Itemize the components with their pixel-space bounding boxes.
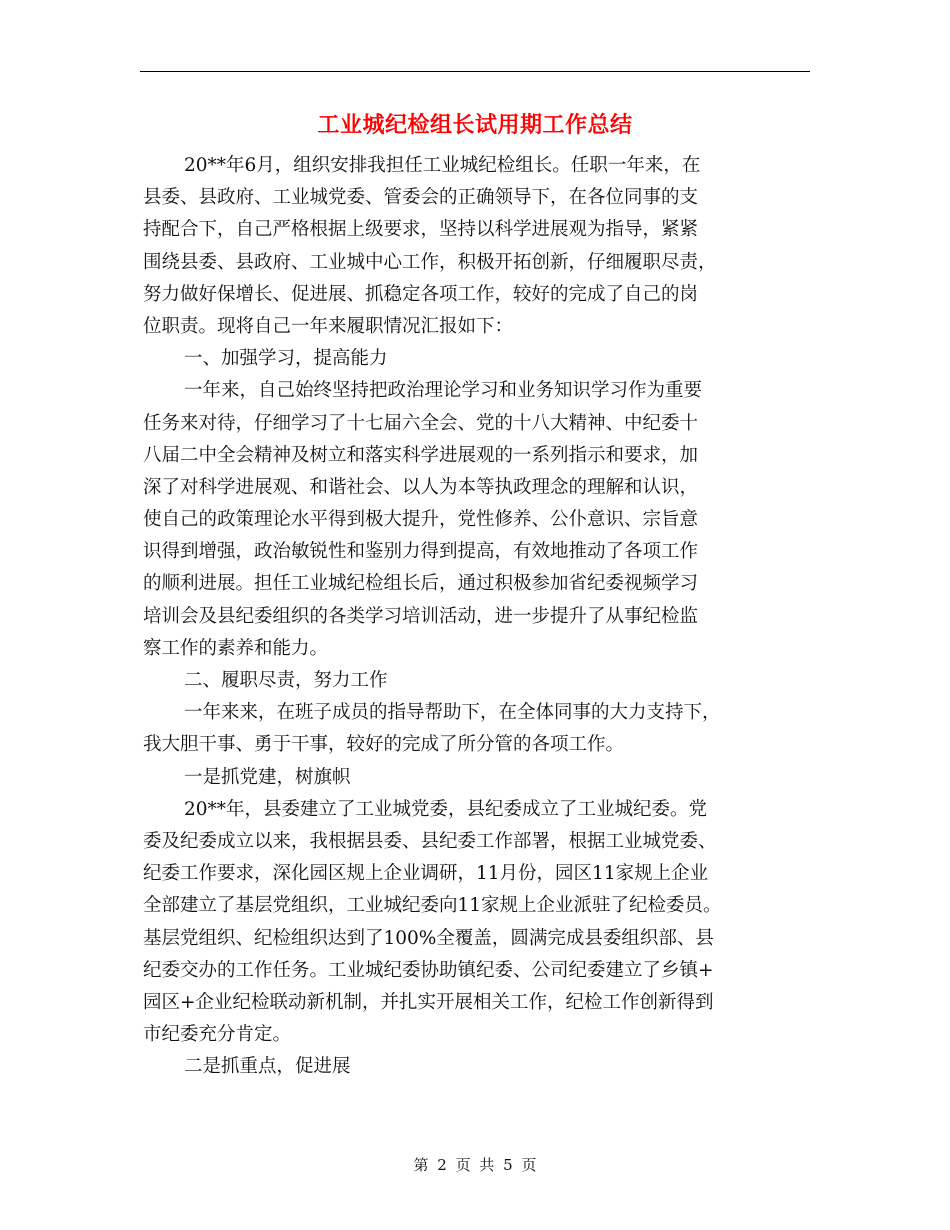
text-line: 持配合下，自己严格根据上级要求，坚持以科学进展观为指导，紧紧 <box>143 219 699 241</box>
text-line: 一年来来，在班子成员的指导帮助下，在全体同事的大力支持下， <box>184 702 721 724</box>
text-line: 20**年6月，组织安排我担任工业城纪检组长。任职一年来，在 <box>184 155 701 176</box>
text-line: 县委、县政府、工业城党委、管委会的正确领导下，在各位同事的支 <box>143 187 699 209</box>
text-line: 市纪委充分肯定。 <box>143 1024 292 1046</box>
text-line: 基层党组织、纪检组织达到了100%全覆盖，圆满完成县委组织部、县 <box>143 927 714 949</box>
text-line: 园区+企业纪检联动新机制，并扎实开展相关工作，纪检工作创新得到 <box>143 991 714 1013</box>
text-line: 一是抓党建，树旗帜 <box>184 766 351 788</box>
page-footer: 第 2 页 共 5 页 <box>413 1156 537 1174</box>
text-line: 察工作的素养和能力。 <box>143 637 329 659</box>
text-line: 的顺利进展。担任工业城纪检组长后，通过积极参加省纪委视频学习 <box>143 573 699 595</box>
text-line: 二是抓重点，促进展 <box>184 1056 351 1078</box>
text-line: 识得到增强，政治敏锐性和鉴别力得到提高，有效地推动了各项工作 <box>143 541 699 563</box>
header-rule <box>140 71 810 72</box>
text-line: 任务来对待，仔细学习了十七届六全会、党的十八大精神、中纪委十 <box>143 412 699 434</box>
text-line: 培训会及县纪委组织的各类学习培训活动，进一步提升了从事纪检监 <box>143 605 699 627</box>
text-line: 一、加强学习，提高能力 <box>184 348 388 370</box>
text-line: 深了对科学进展观、和谐社会、以人为本等执政理念的理解和认识， <box>143 476 699 498</box>
text-line: 位职责。现将自己一年来履职情况汇报如下： <box>143 315 514 337</box>
text-line: 纪委工作要求，深化园区规上企业调研，11月份，园区11家规上企业 <box>143 863 709 885</box>
text-line: 使自己的政策理论水平得到极大提升，党性修养、公仆意识、宗旨意 <box>143 509 699 531</box>
text-line: 二、履职尽责，努力工作 <box>184 670 388 691</box>
text-line: 全部建立了基层党组织，工业城纪委向11家规上企业派驻了纪检委员。 <box>143 895 722 917</box>
text-line: 我大胆干事、勇于干事，较好的完成了所分管的各项工作。 <box>143 734 625 756</box>
document-body <box>143 150 813 1083</box>
text-line: 围绕县委、县政府、工业城中心工作，积极开拓创新，仔细履职尽责， <box>143 251 717 273</box>
text-line: 八届二中全会精神及树立和落实科学进展观的一系列指示和要求，加 <box>143 444 699 466</box>
text-line: 努力做好保增长、促进展、抓稳定各项工作，较好的完成了自己的岗 <box>143 283 699 305</box>
text-line: 委及纪委成立以来，我根据县委、县纪委工作部署，根据工业城党委、 <box>143 830 717 852</box>
text-line: 20**年，县委建立了工业城党委，县纪委成立了工业城纪委。党 <box>184 798 708 820</box>
document-title: 工业城纪检组长试用期工作总结 <box>317 112 633 138</box>
text-line: 一年来，自己始终坚持把政治理论学习和业务知识学习作为重要 <box>184 380 703 402</box>
text-line: 纪委交办的工作任务。工业城纪委协助镇纪委、公司纪委建立了乡镇+ <box>143 959 714 981</box>
